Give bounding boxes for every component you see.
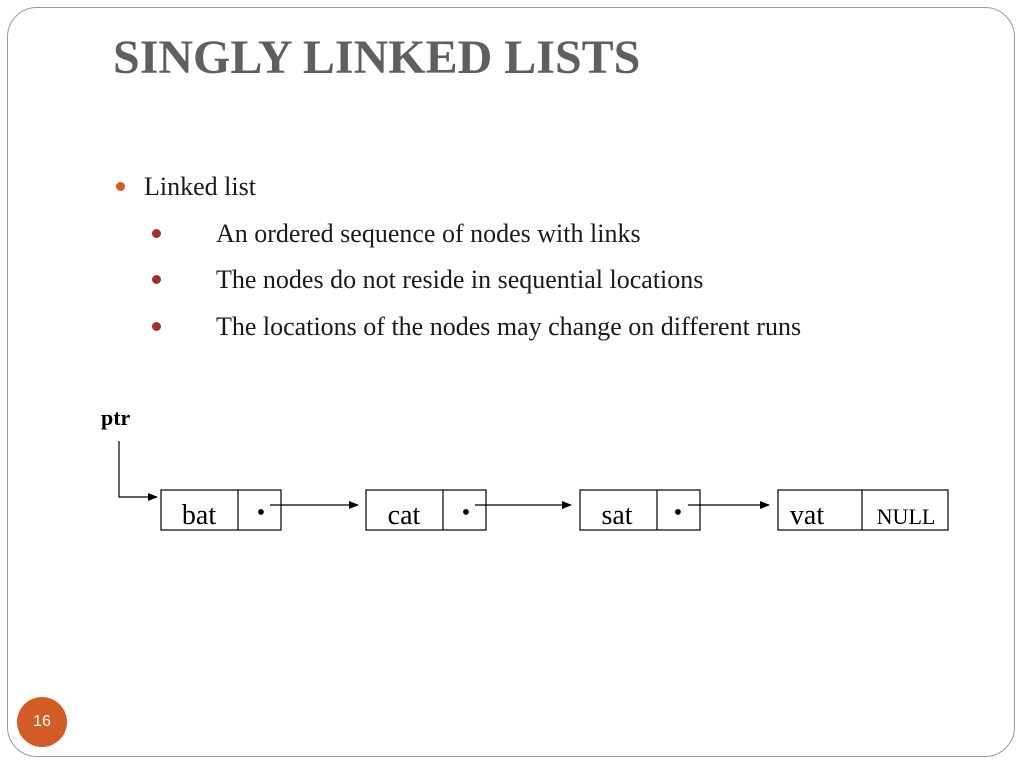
- node-link-dot: •: [461, 500, 471, 526]
- node-null-label: NULL: [876, 504, 936, 529]
- node-link-dot: •: [673, 500, 683, 526]
- node-data: bat: [181, 500, 217, 531]
- list-node-sat: [580, 490, 700, 531]
- sub-bullet-text: The locations of the nodes may change on different runs: [216, 312, 802, 341]
- pointer-label: ptr: [101, 405, 131, 430]
- node-data: cat: [387, 500, 421, 531]
- node-link-dot: •: [256, 500, 266, 526]
- node-data: vat: [789, 500, 825, 531]
- list-node-vat: [778, 490, 948, 531]
- list-node-bat: [161, 490, 281, 531]
- sub-bullet-text: An ordered sequence of nodes with links: [216, 219, 641, 248]
- bullet-text: Linked list: [144, 172, 256, 201]
- slide-title: SINGLY LINKED LISTS: [113, 31, 641, 84]
- list-node-cat: [366, 490, 486, 531]
- pointer-arrow: [119, 441, 157, 497]
- slide-number-badge: 16: [17, 697, 67, 747]
- sub-bullet-text: The nodes do not reside in sequential locations: [216, 265, 704, 294]
- node-data: sat: [601, 500, 633, 531]
